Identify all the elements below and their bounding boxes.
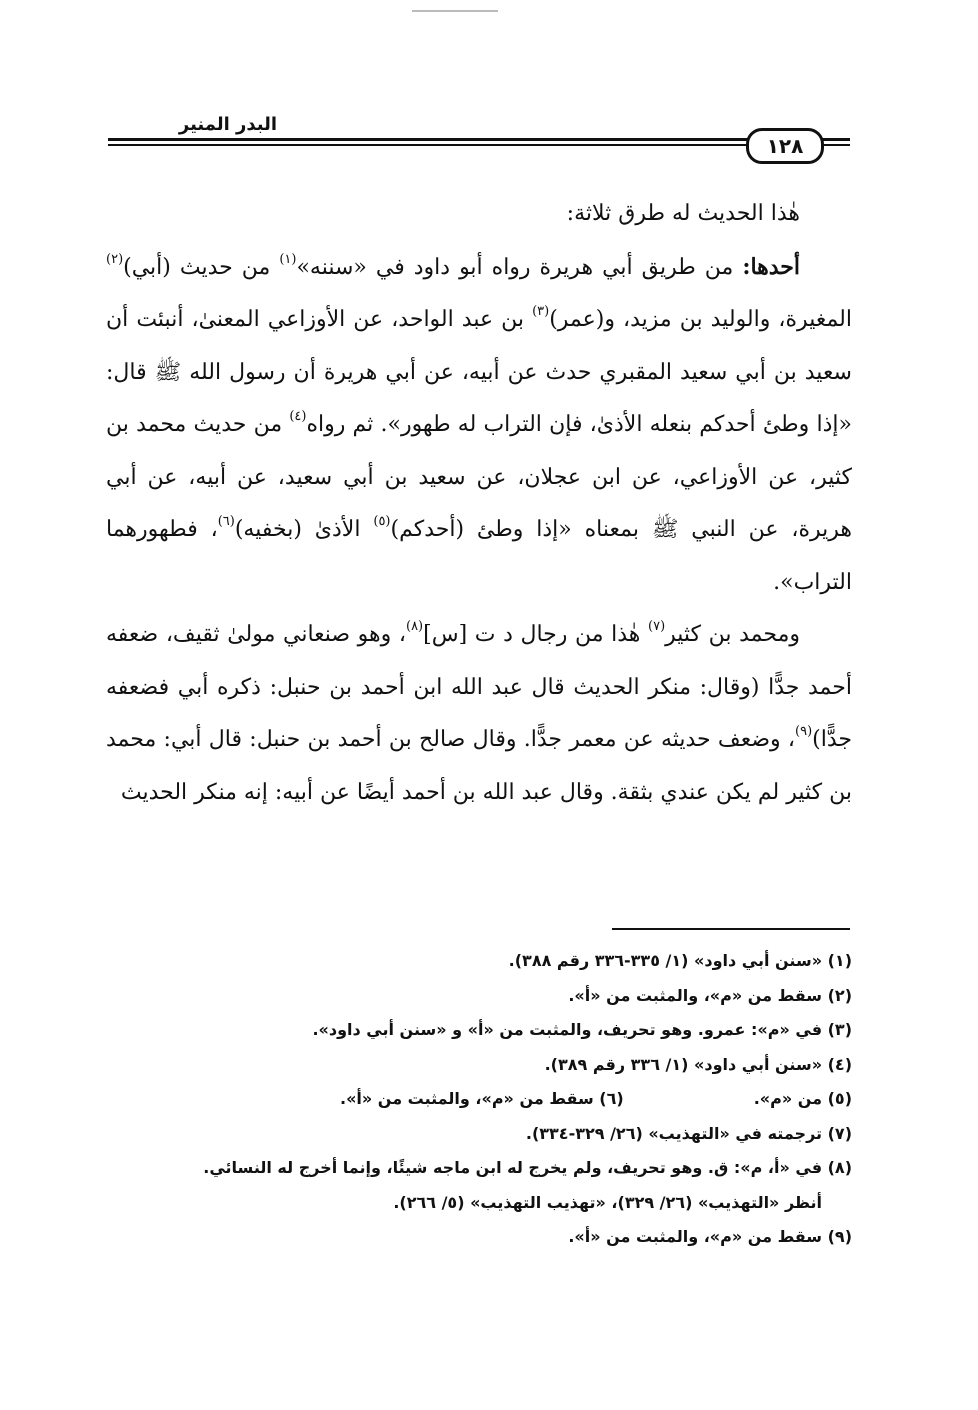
footnote-separator [612, 928, 850, 930]
footnote-9: (٩) سقط من «م»، والمثبت من «أ». [568, 1227, 852, 1246]
footnote-ref-4[interactable]: (٤) [289, 408, 307, 424]
paragraph-1-lead: أحدها: [742, 253, 801, 280]
footnote-ref-7[interactable]: (٧) [648, 618, 666, 634]
footnote-5: (٥) من «م». [753, 1089, 852, 1108]
paragraph-1-text-g: ، فطهورهما التراب». [106, 517, 852, 595]
footnote-ref-3[interactable]: (٣) [532, 303, 550, 319]
footnote-8-continuation: أنظر «التهذيب» (٢٦/ ٣٢٩)، «تهذيب التهذيب» (٥/ ٢٦٦). [393, 1192, 822, 1212]
footnote-ref-8[interactable]: (٨) [405, 618, 424, 634]
main-text [106, 188, 852, 819]
footnote-4: (٤) «سنن أبي داود» (١/ ٣٣٦ رقم ٣٨٩). [544, 1054, 852, 1074]
intro-text: هٰذا الحديث له طرق ثلاثة: [566, 201, 800, 226]
paragraph-1 [106, 241, 852, 610]
footnote-ref-5[interactable]: (٥) [373, 513, 391, 529]
page-number: ١٢٨ [746, 128, 824, 164]
footnote-ref-1[interactable]: (١) [279, 251, 297, 267]
footnote-ref-6[interactable]: (٦) [217, 513, 235, 529]
paragraph-2-text-d: ، وضعف حديثه عن معمر جدًّا. وقال صالح بن أحمد بن حنبل: قال أبي: محمد بن كثير لم يكن عندي بثقة. وقال عبد الله بن أحمد أيضًا عن أبيه: إنه منكر الحديث [106, 727, 852, 805]
paragraph-1-text-a: من طريق أبي هريرة رواه أبو داود في «سننه» [296, 254, 734, 280]
paragraph-1-text-c: المغيرة، والوليد بن مزيد، و(عمر) [549, 307, 852, 332]
footnote-ref-9[interactable]: (٩) [795, 723, 813, 739]
paragraph-2 [106, 609, 852, 819]
footnote-7: (٧) ترجمته في «التهذيب» (٢٦/ ٣٢٩-٣٣٤). [525, 1123, 852, 1143]
paragraph-2-text-a: ومحمد بن كثير [665, 622, 800, 647]
paragraph-1-text-d: بن عبد الواحد، عن الأوزاعي المعنىٰ، أنبئت أن سعيد بن أبي سعيد المقبري حدث عن أبيه، عن أبي هريرة أن رسول الله ﷺ قال: «إذا وطئ أحدكم بنعله الأذىٰ، فإن التراب له طهور». ثم رواه [106, 307, 852, 437]
footnotes [106, 944, 852, 1255]
paragraph-1-text-f: الأذىٰ (بخفيه) [234, 517, 361, 542]
footnote-1: (١) «سنن أبي داود» (١/ ٣٣٥-٣٣٦ رقم ٣٨٨). [508, 951, 852, 970]
footnote-6: (٦) سقط من «م»، والمثبت من «أ». [340, 1089, 624, 1108]
book-title: البدر المنير [138, 112, 318, 138]
paragraph-2-text-c: ، وهو صنعاني مولىٰ ثقيف، ضعفه أحمد جدًّا (وقال: منكر الحديث قال عبد الله ابن أحمد بن حنبل: ذكره أبي فضعفه جدًّا) [106, 622, 852, 752]
paragraph-1-text-b: من حديث (أبي) [123, 254, 271, 280]
intro-line [106, 188, 852, 241]
top-page-mark [412, 10, 498, 12]
footnote-ref-2[interactable]: (٢) [106, 251, 124, 267]
paragraph-1-text-e: من حديث محمد بن كثير، عن الأوزاعي، عن ابن عجلان، عن سعيد بن أبي سعيد، عن أبيه، عن أبي هريرة، عن النبي ﷺ بمعناه «إذا وطئ (أحدكم) [106, 412, 853, 542]
footnote-5-6-row [106, 1082, 852, 1117]
footnote-8: (٨) في «أ، م»: ق. وهو تحريف، ولم يخرج له ابن ماجه شيئًا، وإنما أخرج له النسائي. [203, 1158, 852, 1177]
page-header [108, 112, 850, 162]
footnote-3: (٣) في «م»: عمرو. وهو تحريف، والمثبت من «أ» و «سنن أبي داود». [312, 1020, 852, 1039]
footnote-2: (٢) سقط من «م»، والمثبت من «أ». [568, 985, 852, 1005]
header-rule-thin [108, 144, 850, 146]
header-rule-thick [108, 138, 850, 141]
paragraph-2-text-b: هٰذا من رجال د ت [س] [423, 622, 641, 647]
